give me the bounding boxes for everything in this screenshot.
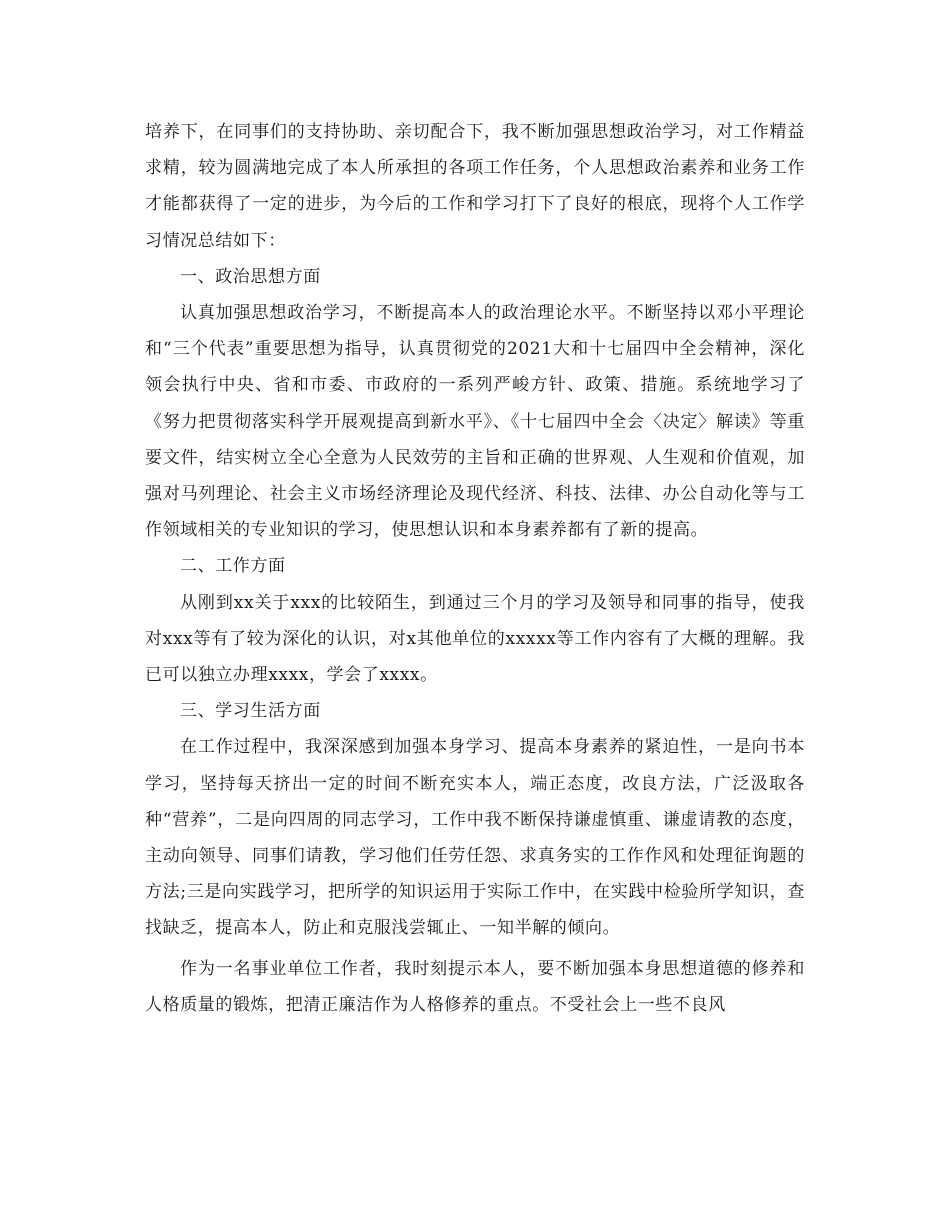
section-heading-study-life: 三、学习生活方面: [180, 701, 321, 722]
section-heading-political: 一、政治思想方面: [180, 266, 321, 287]
paragraph-work: 从刚到xx关于xxx的比较陌生，到通过三个月的学习及领导和同事的指导，使我对xxx等有了较为深化的认识，对x其他单位的xxxxx等工作内容有了大概的理解。我已可以独立办理xxxx，学会了xxxx。: [145, 592, 805, 686]
paragraph-integrity: 作为一名事业单位工作者，我时刻提示本人，要不断加强本身思想道德的修养和人格质量的锻炼，把清正廉洁作为人格修养的重点。不受社会上一些不良风: [145, 958, 805, 1015]
paragraph-study-life: 在工作过程中，我深深感到加强本身学习、提高本身素养的紧迫性，一是向书本学习，坚持每天挤出一定的时间不断充实本人，端正态度，改良方法，广泛汲取各种“营养”，二是向四周的同志学习，工作中我不断保持谦虚慎重、谦虚请教的态度，主动向领导、同事们请教，学习他们任劳任怨、求真务实的工作作风和处理征询题的方法;三是向实践学习，把所学的知识运用于实际工作中，在实践中检验所学知识，查找缺乏，提高本人，防止和克服浅尝辄止、一知半解的倾向。: [145, 737, 805, 939]
paragraph-intro: 培养下，在同事们的支持协助、亲切配合下，我不断加强思想政治学习，对工作精益求精，较为圆满地完成了本人所承担的各项工作任务，个人思想政治素养和业务工作才能都获得了一定的进步，为今后的工作和学习打下了良好的根底，现将个人工作学习情况总结如下：: [145, 122, 805, 251]
paragraph-political: 认真加强思想政治学习，不断提高本人的政治理论水平。不断坚持以邓小平理论和“三个代表”重要思想为指导，认真贯彻党的2021大和十七届四中全会精神，深化领会执行中央、省和市委、市政府的一系列严峻方针、政策、措施。系统地学习了《努力把贯彻落实科学开展观提高到新水平》、《十七届四中全会〈决定〉解读》等重要文件，结实树立全心全意为人民效劳的主旨和正确的世界观、人生观和价值观，加强对马列理论、社会主义市场经济理论及现代经济、科技、法律、办公自动化等与工作领域相关的专业知识的学习，使思想认识和本身素养都有了新的提高。: [145, 303, 805, 541]
section-heading-work: 二、工作方面: [180, 556, 286, 577]
document-body: [145, 114, 805, 1023]
